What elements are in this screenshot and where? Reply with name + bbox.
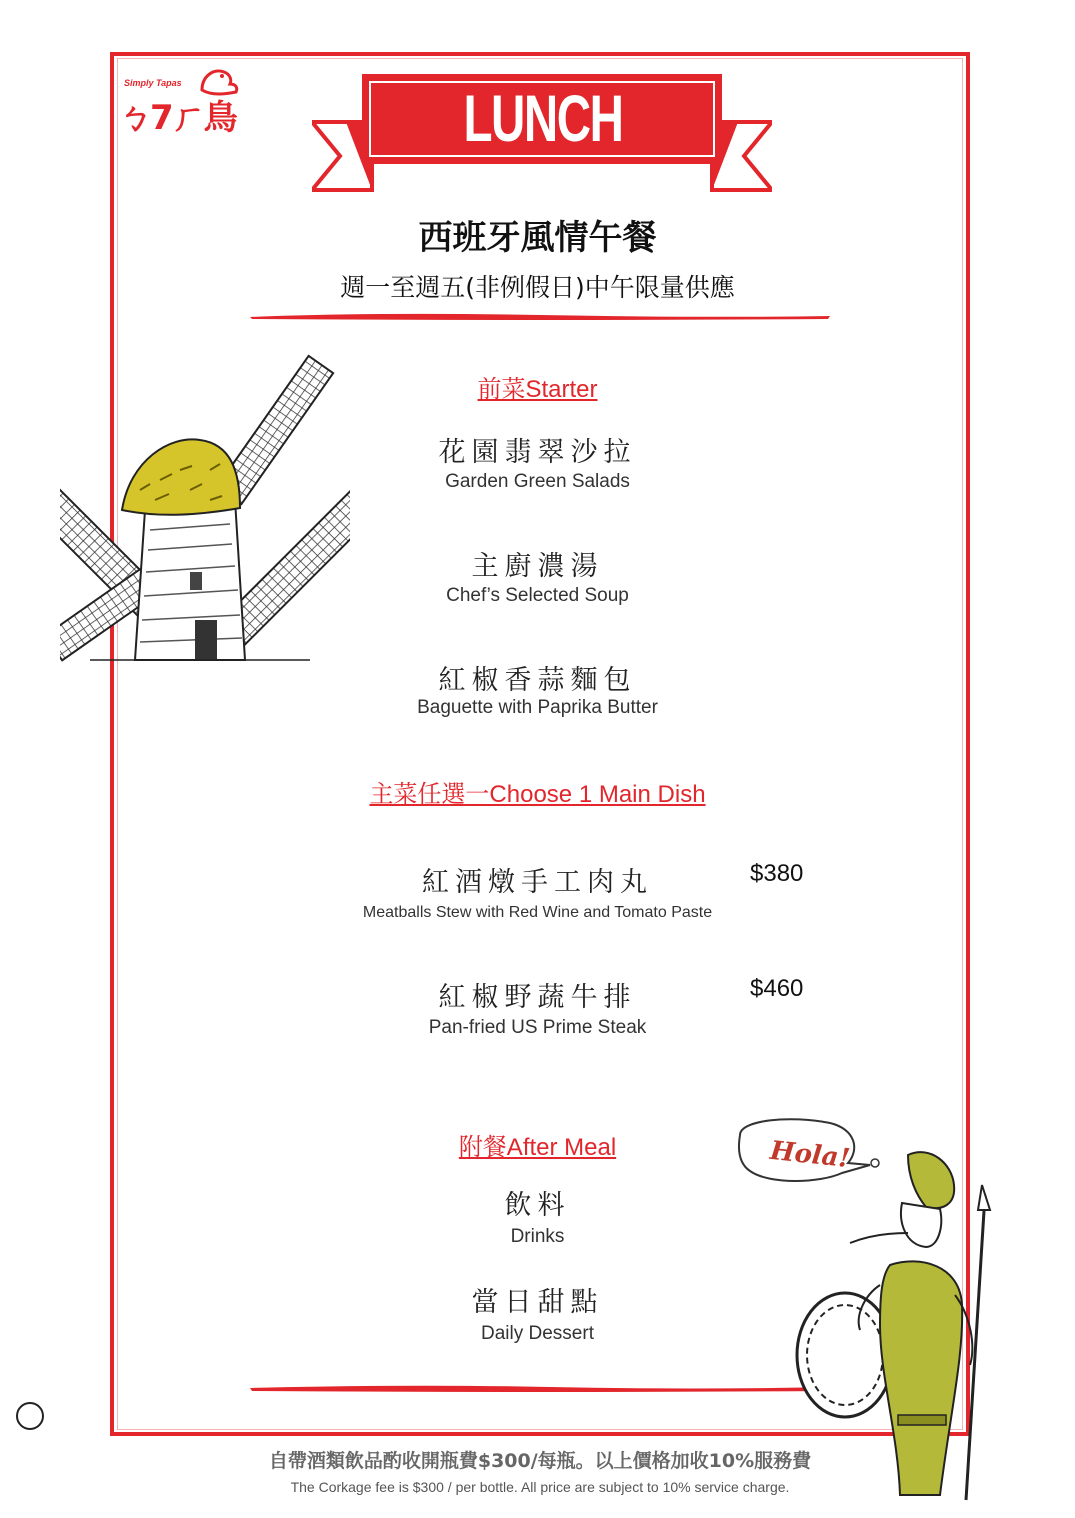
main-item-2-zh: 紅椒野蔬牛排: [438, 982, 637, 1013]
main-item-1-en: Meatballs Stew with Red Wine and Tomato Paste: [362, 904, 713, 921]
starter-heading: 前菜Starter: [477, 376, 598, 403]
bird-icon: [196, 64, 240, 98]
starter-item-3-zh: 紅椒香蒜麵包: [438, 665, 637, 696]
starter-item-3-en: Baguette with Paprika Butter: [417, 697, 658, 718]
restaurant-logo: [118, 62, 248, 138]
after-meal-item-2-en: Daily Dessert: [481, 1323, 594, 1344]
starter-item-2-en: Chef’s Selected Soup: [446, 585, 629, 606]
page-subtitle: 週一至週五(非例假日)中午限量供應: [340, 273, 735, 302]
after-meal-item-1-zh: 飲料: [504, 1190, 571, 1221]
page-title: 西班牙風情午餐: [418, 218, 657, 258]
footer-note-en: The Corkage fee is $300 / per bottle. All price are subject to 10% service charge.: [290, 1479, 790, 1495]
starter-item-1-en: Garden Green Salads: [445, 471, 630, 492]
logo-tagline: Simply Tapas: [124, 78, 182, 88]
main-item-1-zh: 紅酒燉手工肉丸: [422, 867, 653, 898]
starter-item-2-zh: 主廚濃湯: [471, 551, 604, 582]
main-item-2-price: $460: [750, 975, 804, 1002]
circle-button[interactable]: [16, 1402, 44, 1430]
main-item-2-en: Pan-fried US Prime Steak: [428, 1017, 647, 1038]
logo-name: ㄅ7ㄏ鳥: [118, 98, 236, 138]
starter-item-1-zh: 花園翡翠沙拉: [438, 437, 637, 468]
footer-note-zh: 自帶酒類飲品酌收開瓶費$300/每瓶。以上價格加收10%服務費: [268, 1450, 812, 1472]
main-item-1-price: $380: [750, 860, 804, 887]
after-meal-item-1-en: Drinks: [510, 1226, 565, 1247]
banner-title: LUNCH SET: [463, 81, 623, 231]
after-meal-heading: 附餐After Meal: [458, 1134, 617, 1161]
main-dish-heading: 主菜任選一Choose 1 Main Dish: [369, 781, 706, 808]
after-meal-item-2-zh: 當日甜點: [471, 1287, 604, 1318]
brush-divider-top: [250, 310, 830, 322]
hola-speech-text: Hola!: [768, 1135, 852, 1175]
